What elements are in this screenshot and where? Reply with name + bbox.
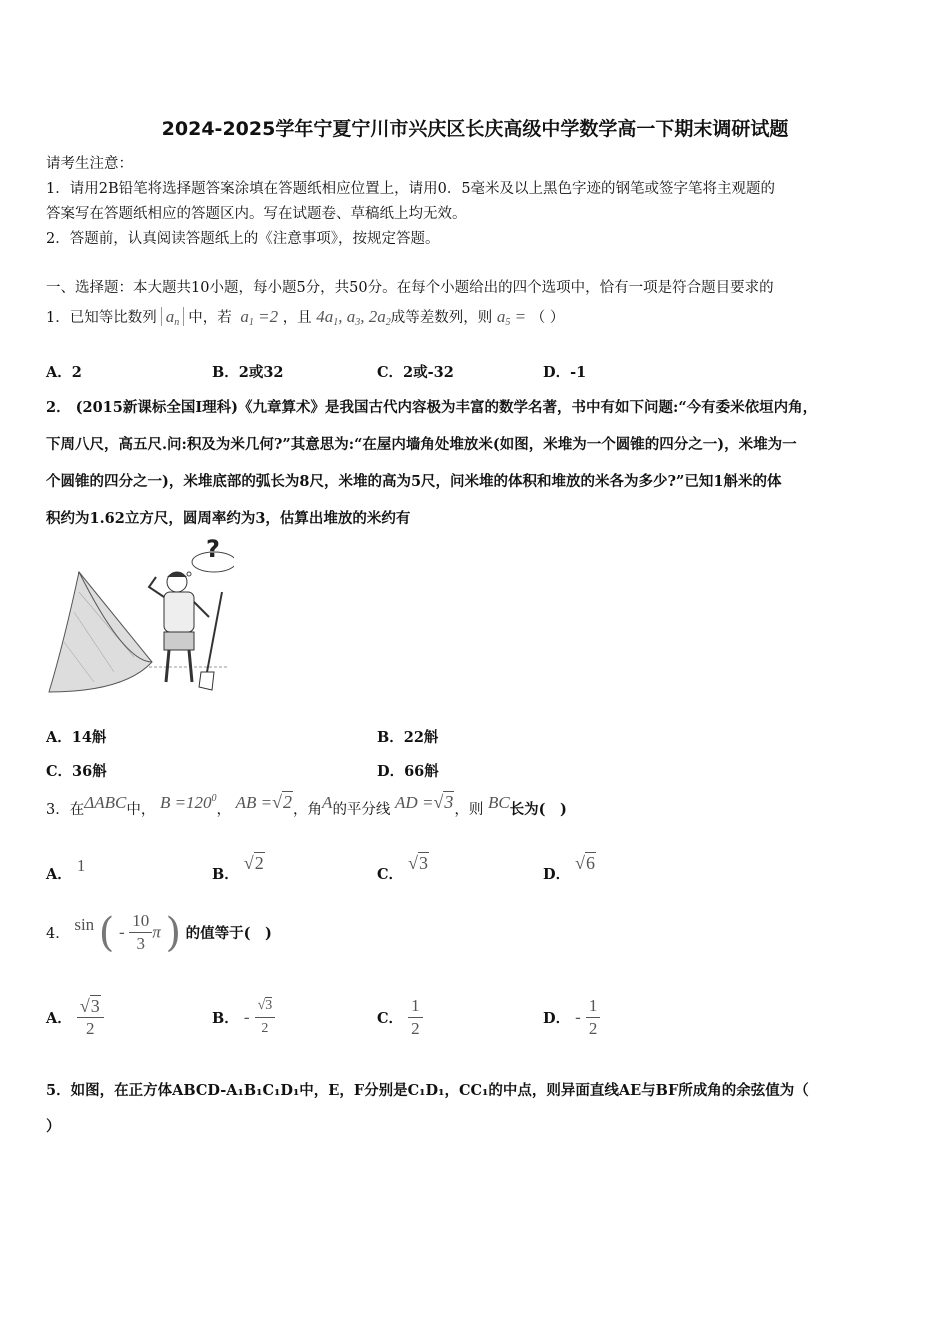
q2-line3: 个圆锥的四分之一)，米堆底部的弧长为8尺，米堆的高为5尺，问米堆的体积和堆放的米各为多少?”已知1斛米的体 <box>46 473 782 490</box>
q5-line2: ） <box>46 1118 61 1135</box>
page-title: 2024-2025学年宁夏宁川市兴庆区长庆高级中学数学高一下期末调研试题 <box>161 118 789 140</box>
q2-line4: 积约为1.62立方尺，圆周率约为3，估算出堆放的米约有 <box>46 510 411 527</box>
q1-opt-a: A．2 <box>46 364 82 381</box>
notice-item2: 2．答题前，认真阅读答题纸上的《注意事项》，按规定答题。 <box>46 231 440 247</box>
svg-text:?: ? <box>206 535 220 563</box>
q3-opt-b: B． √2 <box>212 853 264 883</box>
section-heading: 一、选择题：本大题共10小题，每小题5分，共50分。在每个小题给出的四个选项中，恰有一项是符合题目要求的 <box>46 280 774 296</box>
q4-stem: 4． sin ( - $\frac{10}{3}$ π ) 的值等于( ) <box>46 909 272 956</box>
q3-opt-c: C． √3 <box>377 853 428 883</box>
q4-opt-c: C． $\frac{1}{2}$ <box>377 995 423 1040</box>
q2-line1: 2． (2015新课标全国I理科)《九章算术》是我国古代内容极为丰富的数学名著，书中有如下问题:“今有委米依垣内角， <box>46 399 818 416</box>
q3-opt-a: A． 1 <box>46 856 86 883</box>
q1-opt-b: B．2或32 <box>212 364 284 381</box>
q2-opt-b: B．22斛 <box>377 729 439 746</box>
q3-stem: 3．在ΔABC中， $B =120^0$， AB =√2，角A的平分线 AD =√3，则 BC长为( ) <box>46 792 567 818</box>
seq-an: $a_n$ <box>161 307 185 326</box>
q1-opt-d: D．-1 <box>543 364 587 381</box>
q2-opt-a: A．14斛 <box>46 729 107 746</box>
rice-pile-figure <box>44 532 234 702</box>
q4-opt-a: A． $\frac{√3}{2}$ <box>46 995 104 1040</box>
q2-opt-c: C．36斛 <box>46 763 107 780</box>
q3-opt-d: D． √6 <box>543 853 596 883</box>
q5-line1: 5．如图，在正方体ABCD-A₁B₁C₁D₁中，E，F分别是C₁D₁，CC₁的中点，则异面直线AE与BF所成角的余弦值为（ <box>46 1082 809 1099</box>
q1-stem: 1．已知等比数列 $a_n$ 中，若 $a_1 =2$ ，且 $4a_1$, $a_3$, $2a_2$成等差数列，则 $a_5$ = （ ） <box>46 307 565 328</box>
q1-opt-c: C．2或-32 <box>377 364 454 381</box>
q2-line2: 下周八尺，高五尺.问:积及为米几何?”其意思为:“在屋内墙角处堆放米(如图，米堆为一个圆锥的四分之一)，米堆为一 <box>46 436 797 453</box>
notice-item1-line2: 答案写在答题纸相应的答题区内。写在试题卷、草稿纸上均无效。 <box>46 206 467 222</box>
q4-opt-d: D． - $\frac{1}{2}$ <box>543 995 600 1040</box>
q4-opt-b: B． - $\frac{√3}{2}$ <box>212 995 275 1040</box>
q2-opt-d: D．66斛 <box>377 763 439 780</box>
notice-item1-line1: 1．请用2B铅笔将选择题答案涂填在答题纸相应位置上，请用0．5毫米及以上黑色字迹的钢笔或签字笔将主观题的 <box>46 181 776 197</box>
notice-heading: 请考生注意： <box>46 156 133 172</box>
